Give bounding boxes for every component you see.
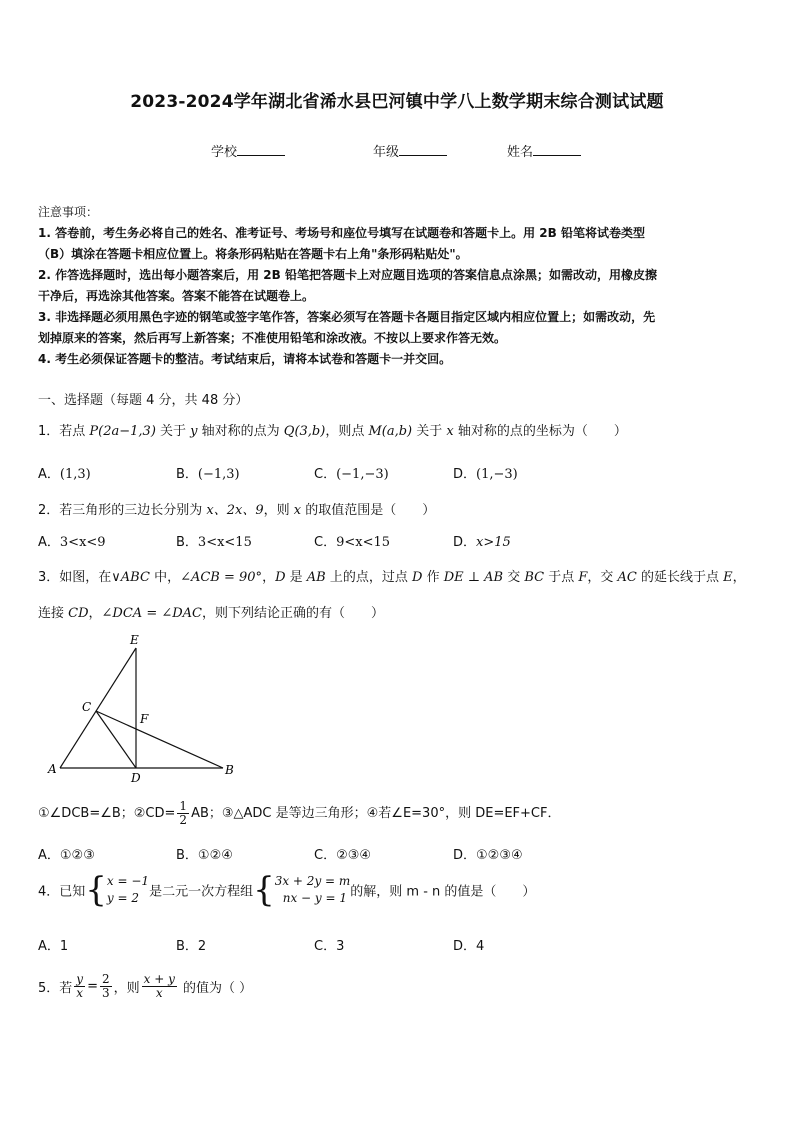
school-blank: [237, 144, 285, 156]
q3-geometry-figure: [40, 628, 250, 788]
q1-text: 轴对称的点的坐标为（ ）: [453, 424, 627, 439]
name-label: 姓名: [507, 145, 534, 160]
question-5: 5．若 $\frac{y}{x}$ = $\frac{2}{3}$ ，则 $\frac{x + y}{x}$ 的值为（ ）: [38, 972, 253, 1000]
q1-text: 关于: [155, 424, 191, 439]
notice-line: 2. 作答选择题时，选出每小题答案后，用 2B 铅笔把答题卡上对应题目选项的答案信息点涂黑；如需改动，用橡皮擦: [38, 268, 657, 282]
notice-line: （B）填涂在答题卡相应位置上。将条形码粘贴在答题卡右上角"条形码粘贴处"。: [38, 247, 468, 261]
notice-line: 1. 答卷前，考生务必将自己的姓名、准考证号、考场号和座位号填写在试题卷和答题卡上。用 2B 铅笔将试卷类型: [38, 226, 645, 240]
q1-point-p: P(2a−1,3): [89, 424, 156, 439]
q1-text: 轴对称的点为: [197, 424, 284, 439]
question-1: [38, 420, 627, 439]
q1-option-c: C．(−1,−3): [314, 467, 389, 482]
fraction-x-plus-y-over-x: $\frac{x + y}{x}$: [143, 972, 175, 1000]
grade-blank: [399, 144, 447, 156]
q3-statements: ①∠DCB=∠B；②CD= $\frac{1}{2}$ AB；③△ADC 是等边三角形；④若∠E=30°，则 DE=EF+CF．: [38, 799, 561, 827]
label-d: D: [131, 771, 141, 785]
label-e: E: [130, 633, 139, 647]
fraction-one-half: $\frac{1}{2}$: [179, 799, 188, 827]
notice-line: 划掉原来的答案，然后再写上新答案；不准使用铅笔和涂改液。不按以上要求作答无效。: [38, 331, 507, 345]
notice-line: 4. 考生必须保证答题卡的整洁。考试结束后，请将本试卷和答题卡一并交回。: [38, 352, 452, 366]
label-c: C: [82, 700, 92, 714]
q4-equation-system: 3x + 2y = m nx − y = 1: [274, 874, 351, 905]
q1-text: ，则点: [325, 424, 369, 439]
section-heading: 一、选择题（每题 4 分，共 48 分）: [38, 393, 249, 408]
q2-option-c: C．9<x<15: [314, 535, 391, 550]
q1-option-d: D．(1,−3): [453, 467, 518, 482]
notice-heading: 注意事项：: [38, 205, 99, 219]
notice-line: 干净后，再选涂其他答案。答案不能答在试题卷上。: [38, 289, 315, 303]
q2-option-d: D．x>15: [453, 535, 511, 550]
q2-option-b: B．3<x<15: [176, 535, 252, 550]
q2-option-a: A．3<x<9: [38, 535, 106, 550]
q3-option-a: A．①②③: [38, 848, 95, 863]
q1-axis: y: [190, 424, 198, 439]
notice-block: [38, 202, 657, 370]
question-2: 2．若三角形的三边长分别为 x、2x、9，则 x 的取值范围是（ ）: [38, 503, 436, 518]
q1-axis: x: [446, 424, 454, 439]
q4-option-b: B．2: [176, 939, 207, 954]
q1-point-m: M(a,b): [368, 424, 413, 439]
q4-option-a: A．1: [38, 939, 69, 954]
q3-option-b: B．①②④: [176, 848, 233, 863]
q4-solution-system: x = −1 y = 2: [106, 874, 150, 905]
page-title: 2023-2024学年湖北省浠水县巴河镇中学八上数学期末综合测试试题: [130, 92, 664, 112]
label-f: F: [140, 712, 149, 726]
q3-option-d: D．①②③④: [453, 848, 523, 863]
segment-cb: [96, 711, 223, 768]
q1-point-q: Q(3,b): [283, 424, 326, 439]
question-4: 4．已知{ x = −1 y = 2 是二元一次方程组{ 3x + 2y = m nx − y = 1 的解，则 m - n 的值是（ ）: [38, 870, 536, 910]
q3-option-c: C．②③④: [314, 848, 372, 863]
q4-option-d: D．4: [453, 939, 485, 954]
notice-line: 3. 非选择题必须用黑色字迹的钢笔或签字笔作答，答案必须写在答题卡各题目指定区域内相应位置上；如需改动，先: [38, 310, 656, 324]
name-blank: [533, 144, 581, 156]
school-field: [211, 141, 285, 160]
question-3-line-2: 连接 CD，∠DCA = ∠DAC，则下列结论正确的有（ ）: [38, 606, 385, 621]
segment-ae: [60, 648, 136, 768]
q1-text: 关于: [412, 424, 447, 439]
name-field: [507, 141, 581, 160]
question-3-line-1: 3．如图，在∨ABC 中，∠ACB = 90°，D 是 AB 上的点，过点 D 作 DE ⊥ AB 交 BC 于点 F，交 AC 的延长线于点 E，: [38, 570, 746, 585]
q1-text: 1．若点: [38, 424, 90, 439]
school-label: 学校: [211, 145, 238, 160]
grade-field: [373, 141, 447, 160]
q4-option-c: C．3: [314, 939, 345, 954]
fraction-two-thirds: $\frac{2}{3}$: [101, 972, 110, 1000]
grade-label: 年级: [373, 145, 400, 160]
fraction-y-over-x: $\frac{y}{x}$: [76, 972, 84, 1000]
q1-option-b: B．(−1,3): [176, 467, 240, 482]
q1-option-a: A．(1,3): [38, 467, 91, 482]
label-b: B: [225, 763, 234, 777]
label-a: A: [48, 762, 57, 776]
